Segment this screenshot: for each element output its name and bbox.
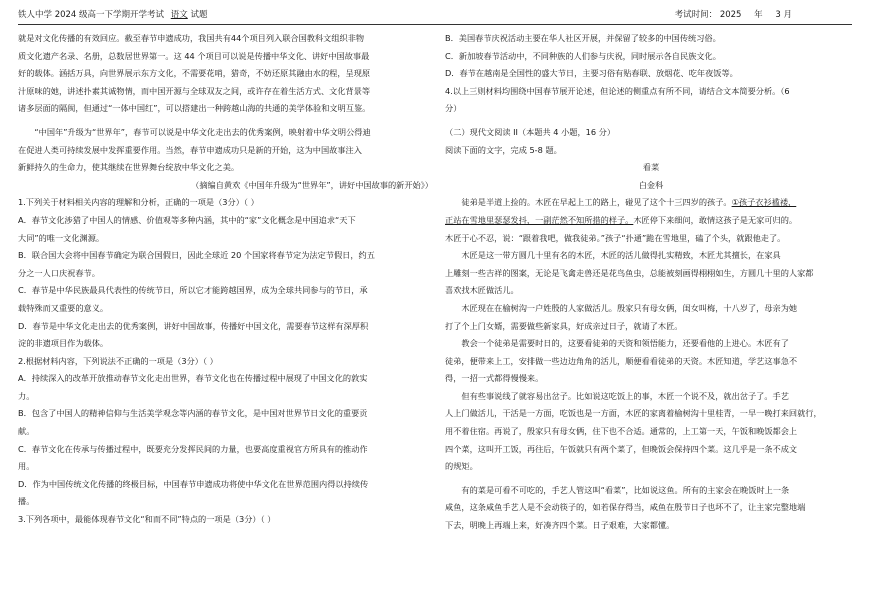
section-heading: （二）现代文阅读 II（本题共 4 小题，16 分） — [445, 126, 616, 137]
q2-option-a: A．持续深入的改革开放推动春节文化走出世界，春节文化也在传播过程中展现了中国文化的敦实 — [18, 373, 368, 384]
story-line: 的规矩。 — [445, 461, 478, 472]
header-left — [18, 8, 207, 22]
reading-instruction: 阅读下面的文字，完成 5-8 题。 — [445, 144, 562, 155]
question-2: 2.根据材料内容，下列说法不正确的一项是（3分）（ ） — [18, 355, 218, 366]
q2-option-c: C．春节文化在传承与传播过程中，既要充分发挥民间的力量，也要高度重视官方所具有的推动作 — [18, 443, 368, 454]
q1-option-a-cont: 大同”的唯一文化渊源。 — [18, 232, 105, 243]
story-title: 看菜 — [642, 162, 660, 173]
underlined-sentence-1-cont: 正站在雪地里瑟瑟发抖，一副茫然不知所措的样子。 — [445, 214, 634, 225]
q2-option-d-cont: 播。 — [18, 496, 35, 507]
q1-option-b-cont: 分之一人口庆祝春节。 — [18, 267, 100, 278]
passage-line: 就是对文化传播的有效回应。截至春节申遗成功，我国共有44个项目列入联合国教科文组织非物 — [18, 33, 365, 43]
story-line — [445, 212, 857, 230]
paper-label: 试题 — [190, 10, 208, 20]
header-divider — [18, 24, 852, 25]
passage-line: 汁原味的她，讲述扑素其诚物情，而中国开源与全球双友之间，或许存在着生活方式、文化背景等 — [18, 85, 371, 96]
q1-option-d-cont: 淀的非遗项目作为载体。 — [18, 338, 109, 349]
q1-option-d: D．春节是中华文化走出去的优秀案例，讲好中国故事，传播好中国文化，需要春节这样有深厚积 — [18, 320, 369, 331]
q2-option-b-cont: 献。 — [18, 426, 35, 437]
q2-option-c-cont: 用。 — [18, 461, 35, 472]
left-column — [18, 30, 433, 613]
passage-line: 好的载体。涵括万具，向世界展示东方文化，不需要花哨，猎奇，不妨还原其融由水的程，呈现原 — [18, 68, 371, 79]
header-right — [675, 8, 792, 22]
story-line: 四个菜，这叫开工饭，再往后，午饭就只有两个菜了，但晚饭会保持四个菜。这几乎是一条不成文 — [445, 443, 798, 454]
story-line: 木匠现在在榆树沟一户姓殷的人家做活儿。殷家只有母女俩，闺女叫梅，十八岁了，母亲为她 — [461, 302, 798, 313]
story-line: 徒弟，便带来上工，安排做一些边边角角的活儿，顺便看看徒弟的天资。木匠知道，学艺这事急不 — [445, 355, 798, 366]
story-line: 有的菜是可看不可吃的，手艺人管这叫“看菜”，比如说这鱼。所有的主家会在晚饭时上一条 — [461, 484, 790, 495]
source-citation: （摘编自黄欢《中国年升级为“世界年”，讲好中国故事的新开始》） — [191, 179, 433, 190]
q2-option-d: D．作为中国传统文化传播的终极目标，中国春节申遗成功将使中华文化在世界范围内得以持续传 — [18, 478, 369, 489]
question-3: 3.下列各项中，最能体现春节文化“和而不同”特点的一项是（3分）（ ） — [18, 514, 276, 525]
passage-line: 在促进人类可持续发展中发挥重要作用。当然，春节申遗成功只是新的开始，这为中国故事注入 — [18, 144, 362, 155]
right-column — [445, 30, 857, 613]
story-line: 木匠于心不忍，说：“跟着我吧，做我徒弟。”孩子“扑通”跪在雪地里，磕了个头，就跟他走了。 — [445, 232, 786, 243]
q3-option-d: D．春节在越南是全国性的盛大节日，主要习俗有贴春联、放烟花、吃年夜饭等。 — [445, 68, 738, 79]
story-line: 人上门做活儿，干活是一方面，吃饭也是一方面，木匠的家离着榆树沟十里桂青，一早一晚打来回就行， — [445, 408, 822, 419]
story-line: 喜欢找木匠做活儿。 — [445, 285, 519, 296]
passage-line: 诸多层面的隔阂，但通过“一体中国红”，可以搭建出一种跨越山海的共通的美学体验和文明互鉴。 — [18, 103, 371, 114]
school-exam-title: 铁人中学 2024 级高一下学期开学考试 — [18, 10, 165, 20]
passage-line: “中国年”升级为“世界年”，春节可以说是中华文化走出去的优秀案例，映射着中华文明公得迪 — [34, 126, 371, 137]
story-line: 上雕刻一些吉祥的图案，无论是飞禽走兽还是花鸟鱼虫，总能被刻画得栩栩如生，方圆几十里的人家都 — [445, 267, 814, 278]
q2-option-b: B．包含了中国人的精神信仰与生活美学观念等内涵的春节文化，是中国对世界节日文化的重要贡 — [18, 408, 368, 419]
q3-option-b: B．美国春节庆祝活动主要在华人社区开展，并保留了较多的中国传统习俗。 — [445, 33, 721, 43]
passage-line: 质文化遗产名录、名册，总数居世界第一。这 44 个项目可以说是传播中华文化、讲好中国故事最 — [18, 50, 370, 61]
story-line: 用不着住宿。再说了，殷家只有母女俩，住下也不合适。通常的，上工第一天，午饭和晚饭都会上 — [445, 426, 798, 437]
story-line: 下去，明晚上再端上来，好凑齐四个菜。日子艰难，大家都懂。 — [445, 520, 675, 531]
q3-option-c: C．新加坡春节活动中，不同种族的人们参与庆祝，同时展示各自民族文化。 — [445, 50, 721, 61]
exam-year-unit: 年 — [754, 10, 763, 20]
question-4-cont: 分） — [445, 103, 462, 114]
underlined-sentence-1: ①孩子衣衫褴褛， — [731, 197, 797, 208]
q1-option-a: A．春节文化涉猎了中国人的情感、价值观等多种内涵，其中的“家”文化概念是中国追求“天下 — [18, 214, 356, 225]
q2-option-a-cont: 力。 — [18, 390, 35, 401]
story-line: 木匠是这一带方圆几十里有名的木匠，木匠的活儿做得扎实精致，木匠尤其擅长，在家具 — [461, 250, 781, 261]
story-text: 木匠停下来细问，敢情这孩子是无家可归的。 — [633, 214, 798, 225]
story-text: 徒弟是半道上捡的。木匠在早起上工的路上，碰见了这个十三四岁的孩子。 — [461, 197, 732, 208]
page-header — [18, 8, 852, 22]
question-1: 1.下列关于材料相关内容的理解和分析，正确的一项是（3分）（ ） — [18, 197, 259, 208]
story-author: 白金科 — [638, 179, 664, 190]
story-line — [445, 194, 857, 212]
question-4: 4.以上三则材料均围绕中国春节展开论述，但论述的侧重点有所不同，请结合文本简要分析。（6 — [445, 85, 790, 96]
story-line: 教会一个徒弟是需要时日的，这要看徒弟的天资和领悟能力，还要看他的上进心。木匠有了 — [461, 338, 789, 349]
story-line: 但有些事说线了就容易出岔子。比如说这吃饭上的事，木匠一个说不及，就出岔子了。手艺 — [461, 390, 789, 401]
q1-option-b: B．联合国大会将中国春节确定为联合国假日，因此全球近 20 个国家将春节定为法定节假日，约五 — [18, 250, 375, 261]
story-line: 得，一招一式都得慢慢来。 — [445, 373, 544, 384]
exam-time-label: 考试时间： — [674, 10, 718, 20]
q1-option-c-cont: 载特殊而又重要的意义。 — [18, 302, 109, 313]
q1-option-c: C．春节是中华民族最具代表性的传统节日，所以它才能跨越国界，成为全球共同参与的节日，承 — [18, 285, 368, 296]
exam-year: 2025 — [719, 10, 742, 20]
subject-name: 语文 — [170, 10, 188, 20]
passage-line: 新鲜持久的生命力，使其继续在世界舞台绽放中华文化之美。 — [18, 162, 240, 173]
story-line: 咸鱼，这条咸鱼手艺人是不会动筷子的，如若保存得当，咸鱼在殷节日子也坏不了，让主家完整地端 — [445, 502, 806, 513]
story-line: 打了个上门女婿，需要做些新家具，好成亲过日子，就请了木匠。 — [445, 320, 683, 331]
exam-month: 3 月 — [775, 10, 792, 20]
